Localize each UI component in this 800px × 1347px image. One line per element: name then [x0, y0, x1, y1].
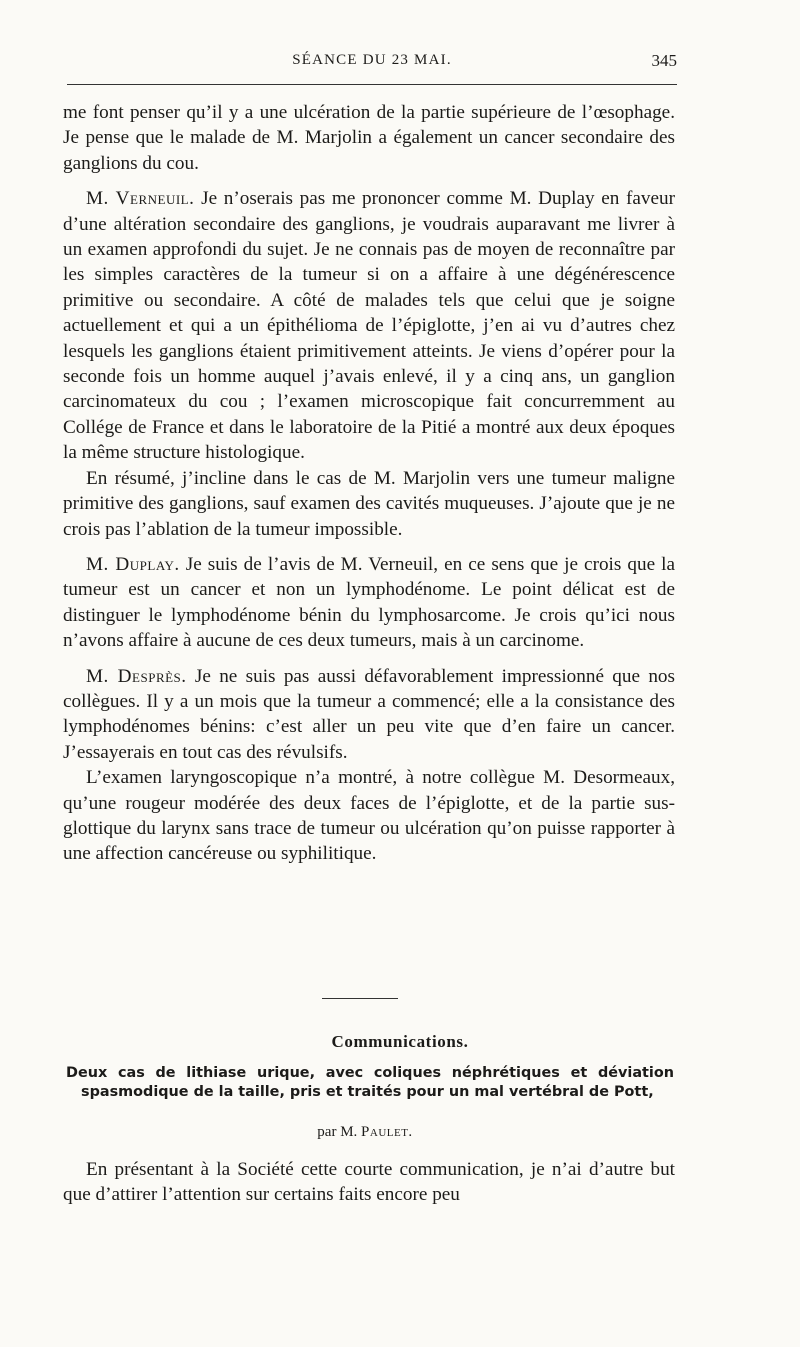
communication-text — [63, 1157, 675, 1208]
speaker-despres: M. Desprès. — [86, 665, 187, 687]
section-divider — [322, 998, 398, 999]
verneuil-text: Je n’oserais pas me prononcer comme M. Duplay en faveur d’une altération secondaire des ganglions, je voudrais auparavant me livrer à un examen approfondi du sujet. Je ne connais pas de moyen de reconnaître par les simples caractères de la tumeur si on a affaire à une dégénérescence primitive ou secondaire. A côté de malades tels que celui que je soigne actuellement et qui a un épithélioma de l’épiglotte, j’en ai vu d’autres chez lesquels les ganglions étaient primitivement atteints. Je viens d’opérer pour la seconde fois un homme auquel j’avais enlevé, il y a cinq ans, un ganglion carcinomateux du cou ; l’examen microscopique fait concurremment au Collége de France et dans le laboratoire de la Pitié a montré aux deux époques la même structure histologique. — [63, 188, 676, 464]
paragraph-resume: En résumé, j’incline dans le cas de M. Marjolin vers une tumeur maligne primitive des ganglions, sauf examen des cavités muqueuses. J’ajoute que je ne crois pas l’ablation de la tumeur impossible. — [63, 467, 675, 540]
discussion-text — [63, 100, 675, 867]
running-title: SÉANCE DU 23 MAI. — [292, 52, 452, 68]
author-prefix: par M. — [317, 1124, 362, 1140]
speaker-duplay: M. Duplay. — [86, 553, 180, 575]
author-name: Paulet. — [361, 1124, 413, 1140]
speaker-verneuil: M. Verneuil. — [86, 188, 195, 210]
paragraph-intro: En présentant à la Société cette courte communication, je n’ai d’autre but que d’attirer l’attention sur certains faits encore peu — [63, 1159, 675, 1206]
paragraph-verneuil — [63, 186, 675, 465]
page-header — [67, 50, 677, 85]
duplay-text: Je suis de l’avis de M. Verneuil, en ce sens que je crois que la tumeur est un cancer et non un lymphodénome. Le point délicat est de distinguer le lymphodénome bénin du lymphosarcome. Je crois qu’ici nous n’avons affaire à aucune de ces deux tumeurs, mais à un carcinome. — [63, 553, 675, 652]
paragraph-laryngoscopy: L’examen laryngoscopique n’a montré, à notre collègue M. Desormeaux, qu’une rougeur modérée des deux faces de l’épiglotte, et de la partie sus-glottique du larynx sans trace de tumeur ou ulcération qu’on puisse rapporter à une affection cancéreuse ou syphilitique. — [63, 767, 675, 865]
page-number: 345 — [651, 51, 677, 70]
despres-text: Je ne suis pas aussi défavorablement impressionné que nos collègues. Il y a un mois que la tumeur a commencé; elle a la consistance des lymphodénomes bénins: c’est aller un peu vite que d’en faire un cancer. J’essayerais en tout cas des révulsifs. — [63, 665, 675, 763]
author-line — [0, 1124, 730, 1141]
paragraph-continuation: me font penser qu’il y a une ulcération de la partie supérieure de l’œsophage. Je pense que le malade de M. Marjolin a également un cancer secondaire des ganglions du cou. — [63, 102, 675, 174]
paragraph-despres — [63, 664, 675, 766]
paper-title: Deux cas de lithiase urique, avec coliques néphrétiques et déviation spasmodique de la taille, pris et traités pour un mal vertébral de Pott, — [66, 1065, 674, 1100]
section-title: Communications. — [331, 1032, 469, 1051]
paragraph-duplay — [63, 552, 675, 654]
